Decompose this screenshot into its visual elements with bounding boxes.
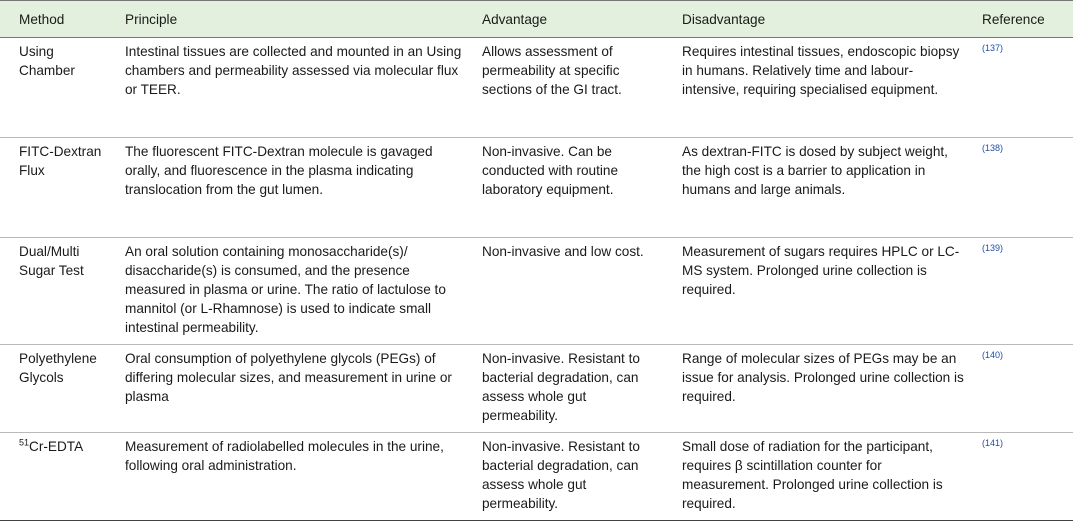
header-row — [0, 1, 1073, 38]
cell-advantage: Allows assessment of permeability at specific sections of the GI tract. — [472, 38, 672, 138]
cell-principle: The fluorescent FITC-Dextran molecule is gavaged orally, and fluorescence in the plasma indicating translocation from the gut lumen. — [115, 138, 472, 238]
cell-disadvantage: Range of molecular sizes of PEGs may be an issue for analysis. Prolonged urine collection is required. — [672, 345, 972, 433]
cell-disadvantage: As dextran-FITC is dosed by subject weight, the high cost is a barrier to application in humans and large animals. — [672, 138, 972, 238]
cell-method — [0, 433, 115, 521]
cell-advantage: Non-invasive. Can be conducted with routine laboratory equipment. — [472, 138, 672, 238]
cell-disadvantage: Small dose of radiation for the participant, requires β scintillation counter for measurement. Prolonged urine collection is required. — [672, 433, 972, 521]
reference-link[interactable]: (138) — [982, 143, 1004, 153]
reference-link[interactable]: (140) — [982, 350, 1004, 360]
method-name: Cr-EDTA — [29, 439, 84, 454]
reference-link[interactable]: (141) — [982, 438, 1004, 448]
table-header — [0, 1, 1073, 38]
cell-method: Polyethylene Glycols — [0, 345, 115, 433]
cell-advantage: Non-invasive and low cost. — [472, 238, 672, 345]
cell-reference — [972, 38, 1073, 138]
cell-reference — [972, 238, 1073, 345]
header-advantage: Advantage — [472, 1, 672, 38]
table-row — [0, 38, 1073, 138]
cell-disadvantage: Requires intestinal tissues, endoscopic biopsy in humans. Relatively time and labour-intensive, requiring specialised equipment. — [672, 38, 972, 138]
cell-reference — [972, 138, 1073, 238]
table-row — [0, 433, 1073, 521]
table-row — [0, 345, 1073, 433]
reference-link[interactable]: (137) — [982, 43, 1004, 53]
table-row — [0, 138, 1073, 238]
header-reference: Reference — [972, 1, 1073, 38]
table-row — [0, 238, 1073, 345]
cell-principle: Oral consumption of polyethylene glycols (PEGs) of differing molecular sizes, and measurement in urine or plasma — [115, 345, 472, 433]
cell-disadvantage: Measurement of sugars requires HPLC or LC-MS system. Prolonged urine collection is required. — [672, 238, 972, 345]
header-method: Method — [0, 1, 115, 38]
cell-method: Dual/Multi Sugar Test — [0, 238, 115, 345]
header-principle: Principle — [115, 1, 472, 38]
cell-advantage: Non-invasive. Resistant to bacterial degradation, can assess whole gut permeability. — [472, 345, 672, 433]
cell-method: Using Chamber — [0, 38, 115, 138]
cell-principle: An oral solution containing monosaccharide(s)/ disaccharide(s) is consumed, and the presence measured in plasma or urine. The ratio of lactulose to mannitol (or L-Rhamnose) is used to indicate small intestinal permeability. — [115, 238, 472, 345]
reference-link[interactable]: (139) — [982, 243, 1004, 253]
cell-method: FITC-Dextran Flux — [0, 138, 115, 238]
table-body — [0, 38, 1073, 521]
cell-reference — [972, 433, 1073, 521]
isotope-superscript: 51 — [19, 437, 30, 448]
cell-reference — [972, 345, 1073, 433]
cell-principle: Measurement of radiolabelled molecules in the urine, following oral administration. — [115, 433, 472, 521]
cell-principle: Intestinal tissues are collected and mounted in an Using chambers and permeability assessed via molecular flux or TEER. — [115, 38, 472, 138]
header-disadvantage: Disadvantage — [672, 1, 972, 38]
cell-advantage: Non-invasive. Resistant to bacterial degradation, can assess whole gut permeability. — [472, 433, 672, 521]
